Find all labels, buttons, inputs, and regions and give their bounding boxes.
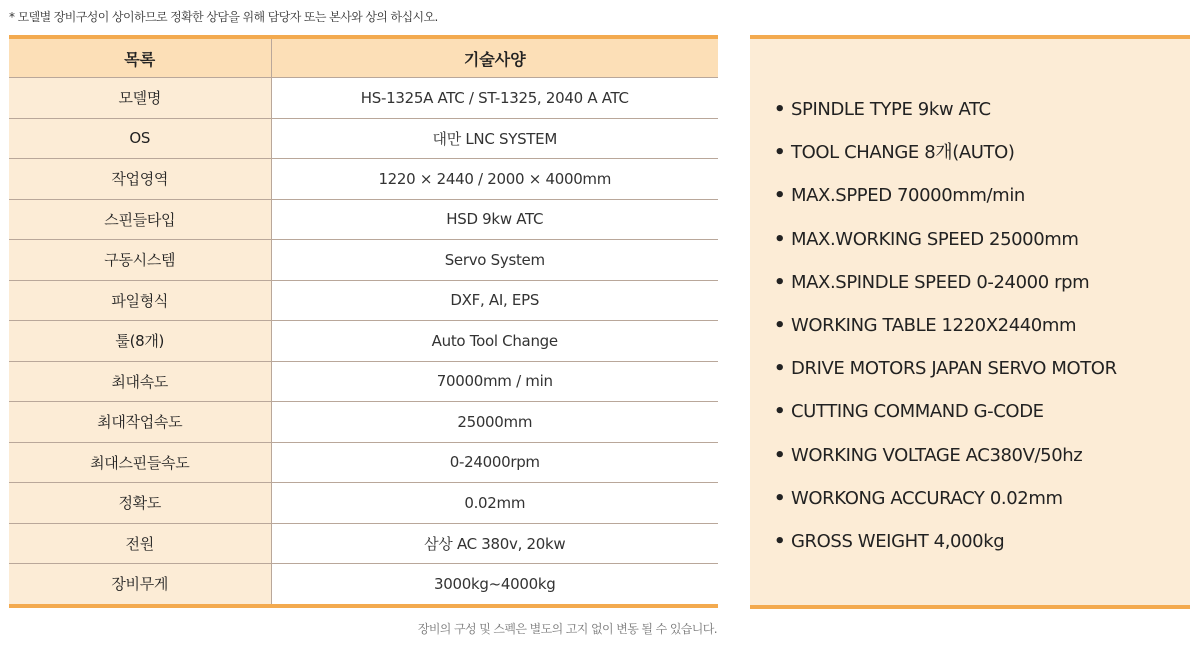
row-value: Auto Tool Change [271, 321, 718, 362]
table-row [9, 240, 718, 281]
row-value: HS-1325A ATC / ST-1325, 2040 A ATC [271, 78, 718, 119]
table-row [9, 361, 718, 402]
row-value: 삼상 AC 380v, 20kw [271, 523, 718, 564]
row-label: 모델명 [9, 78, 271, 119]
bottom-note: 장비의 구성 및 스펙은 별도의 고지 없이 변동 될 수 있습니다. [417, 622, 717, 636]
bullet-icon: • [774, 228, 786, 250]
row-label: 최대작업속도 [9, 402, 271, 443]
feature-text: DRIVE MOTORS JAPAN SERVO MOTOR [791, 358, 1117, 380]
bullet-icon: • [774, 530, 786, 552]
bullet-icon: • [774, 185, 786, 207]
table-header-row [9, 37, 718, 78]
header-list: 목록 [9, 37, 271, 78]
bullet-icon: • [774, 401, 786, 423]
feature-text: MAX.SPPED 70000mm/min [791, 185, 1025, 207]
header-spec: 기술사양 [271, 37, 718, 78]
feature-item [774, 397, 1117, 440]
row-value: 0-24000rpm [271, 442, 718, 483]
feature-text: WORKING TABLE 1220X2440mm [791, 314, 1077, 336]
row-label: 최대스핀들속도 [9, 442, 271, 483]
bullet-icon: • [774, 142, 786, 164]
feature-item [774, 268, 1117, 311]
bullet-icon: • [774, 444, 786, 466]
feature-item [774, 441, 1117, 484]
features-list [774, 95, 1117, 570]
table-row [9, 564, 718, 606]
feature-item [774, 354, 1117, 397]
table-row [9, 118, 718, 159]
table-row [9, 159, 718, 200]
table-row [9, 442, 718, 483]
row-label: 정확도 [9, 483, 271, 524]
table-row [9, 199, 718, 240]
features-panel [750, 35, 1190, 609]
row-label: 구동시스템 [9, 240, 271, 281]
row-value: 3000kg~4000kg [271, 564, 718, 606]
feature-item [774, 484, 1117, 527]
top-note: * 모델별 장비구성이 상이하므로 정확한 상담을 위해 담당자 또는 본사와 상의 하십시오. [9, 10, 438, 24]
bullet-icon: • [774, 99, 786, 120]
row-value: 대만 LNC SYSTEM [271, 118, 718, 159]
feature-text: SPINDLE TYPE 9kw ATC [791, 99, 991, 120]
table-row [9, 321, 718, 362]
row-value: 70000mm / min [271, 361, 718, 402]
table-row [9, 78, 718, 119]
feature-text: MAX.WORKING SPEED 25000mm [791, 228, 1079, 250]
row-label: 작업영역 [9, 159, 271, 200]
table-row [9, 483, 718, 524]
row-value: HSD 9kw ATC [271, 199, 718, 240]
row-label: 스핀들타입 [9, 199, 271, 240]
spec-table [9, 35, 718, 608]
row-label: 툴(8개) [9, 321, 271, 362]
feature-item [774, 527, 1117, 570]
row-label: 최대속도 [9, 361, 271, 402]
bullet-icon: • [774, 271, 786, 293]
row-value: 25000mm [271, 402, 718, 443]
feature-item [774, 138, 1117, 181]
row-label: 전원 [9, 523, 271, 564]
feature-item [774, 225, 1117, 268]
row-label: OS [9, 118, 271, 159]
row-label: 장비무게 [9, 564, 271, 606]
feature-text: WORKONG ACCURACY 0.02mm [791, 487, 1063, 509]
feature-text: CUTTING COMMAND G-CODE [791, 401, 1044, 423]
feature-text: MAX.SPINDLE SPEED 0-24000 rpm [791, 271, 1090, 293]
bullet-icon: • [774, 487, 786, 509]
feature-item [774, 311, 1117, 354]
row-value: DXF, AI, EPS [271, 280, 718, 321]
feature-text: WORKING VOLTAGE AC380V/50hz [791, 444, 1083, 466]
feature-text: TOOL CHANGE 8개(AUTO) [791, 142, 1015, 164]
bullet-icon: • [774, 358, 786, 380]
table-row [9, 402, 718, 443]
row-value: 1220 × 2440 / 2000 × 4000mm [271, 159, 718, 200]
table-row [9, 523, 718, 564]
row-value: 0.02mm [271, 483, 718, 524]
table-row [9, 280, 718, 321]
row-value: Servo System [271, 240, 718, 281]
feature-item [774, 181, 1117, 224]
row-label: 파일형식 [9, 280, 271, 321]
feature-text: GROSS WEIGHT 4,000kg [791, 530, 1005, 552]
bullet-icon: • [774, 314, 786, 336]
feature-item [774, 95, 1117, 138]
